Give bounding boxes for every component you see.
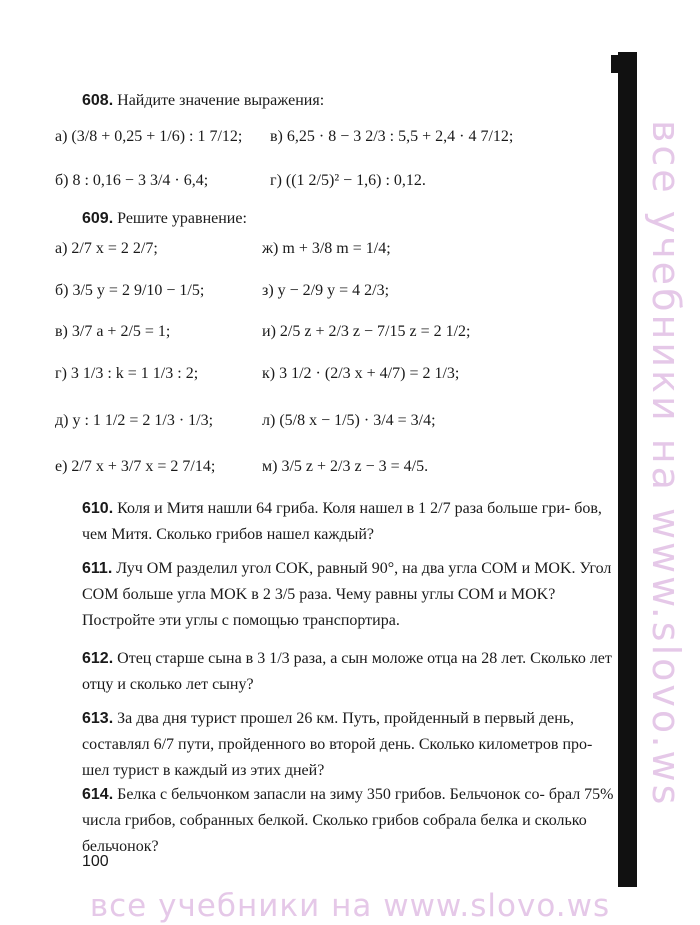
- eq-g: г) 3 1/3 : k = 1 1/3 : 2;: [55, 365, 199, 382]
- eq-l: л) (5/8 x − 1/5) · 3/4 = 3/4;: [262, 412, 436, 429]
- eq-k: к) 3 1/2 · (2/3 x + 4/7) = 2 1/3;: [262, 365, 460, 382]
- eq-b: б) 3/5 y = 2 9/10 − 1/5;: [55, 282, 205, 299]
- eq-a: а) 2/7 x = 2 2/7;: [55, 240, 158, 257]
- eq-v: в) 3/7 a + 2/5 = 1;: [55, 323, 171, 340]
- watermark-vertical: все учебники на www.slovo.ws: [644, 120, 688, 808]
- scan-edge-shadow-top: [611, 55, 621, 73]
- eq-z: з) y − 2/9 y = 4 2/3;: [262, 282, 390, 299]
- problem-608-a: а) (3/8 + 0,25 + 1/6) : 1 7/12;: [55, 128, 243, 145]
- eq-d: д) y : 1 1/2 = 2 1/3 · 1/3;: [55, 412, 214, 429]
- problem-611: 611. Луч OM разделил угол COK, равный 90°, на два угла COM и MOK. Угол COM больше угла MOK в 2 3/5 раза. Чему равны углы COM и MOK? Постройте эти углы с помощью транспортира.: [82, 560, 612, 629]
- eq-zh: ж) m + 3/8 m = 1/4;: [262, 240, 391, 257]
- problem-613: 613. За два дня турист прошел 26 км. Путь, пройденный в первый день, составлял 6/7 пути, пройденного во второй день. Сколько километров про- шел турист в каждый из этих дней?: [82, 710, 593, 779]
- problem-608-g: г) ((1 2/5)² − 1,6) : 0,12.: [270, 172, 426, 189]
- problem-609-title: 609. Решите уравнение:: [82, 210, 247, 227]
- page-number: 100: [82, 853, 109, 870]
- problem-608-v: в) 6,25 · 8 − 3 2/3 : 5,5 + 2,4 · 4 7/12;: [270, 128, 514, 145]
- eq-m: м) 3/5 z + 2/3 z − 3 = 4/5.: [262, 458, 429, 475]
- problem-614: 614. Белка с бельчонком запасли на зиму 350 грибов. Бельчонок со- брал 75% числа грибов, собранных белкой. Сколько грибов собрала белка и сколько бельчонок?: [82, 786, 614, 855]
- eq-e: е) 2/7 x + 3/7 x = 2 7/14;: [55, 458, 216, 475]
- scan-edge-shadow: [618, 52, 637, 887]
- problem-610: 610. Коля и Митя нашли 64 гриба. Коля нашел в 1 2/7 раза больше гри- бов, чем Митя. Сколько грибов нашел каждый?: [82, 500, 602, 543]
- eq-i: и) 2/5 z + 2/3 z − 7/15 z = 2 1/2;: [262, 323, 471, 340]
- problem-608-title: 608. Найдите значение выражения:: [82, 92, 325, 109]
- problem-612: 612. Отец старше сына в 3 1/3 раза, а сын моложе отца на 28 лет. Сколько лет отцу и сколько лет сыну?: [82, 650, 612, 693]
- problem-608-b: б) 8 : 0,16 − 3 3/4 · 6,4;: [55, 172, 209, 189]
- watermark-bottom: все учебники на www.slovo.ws: [89, 888, 611, 924]
